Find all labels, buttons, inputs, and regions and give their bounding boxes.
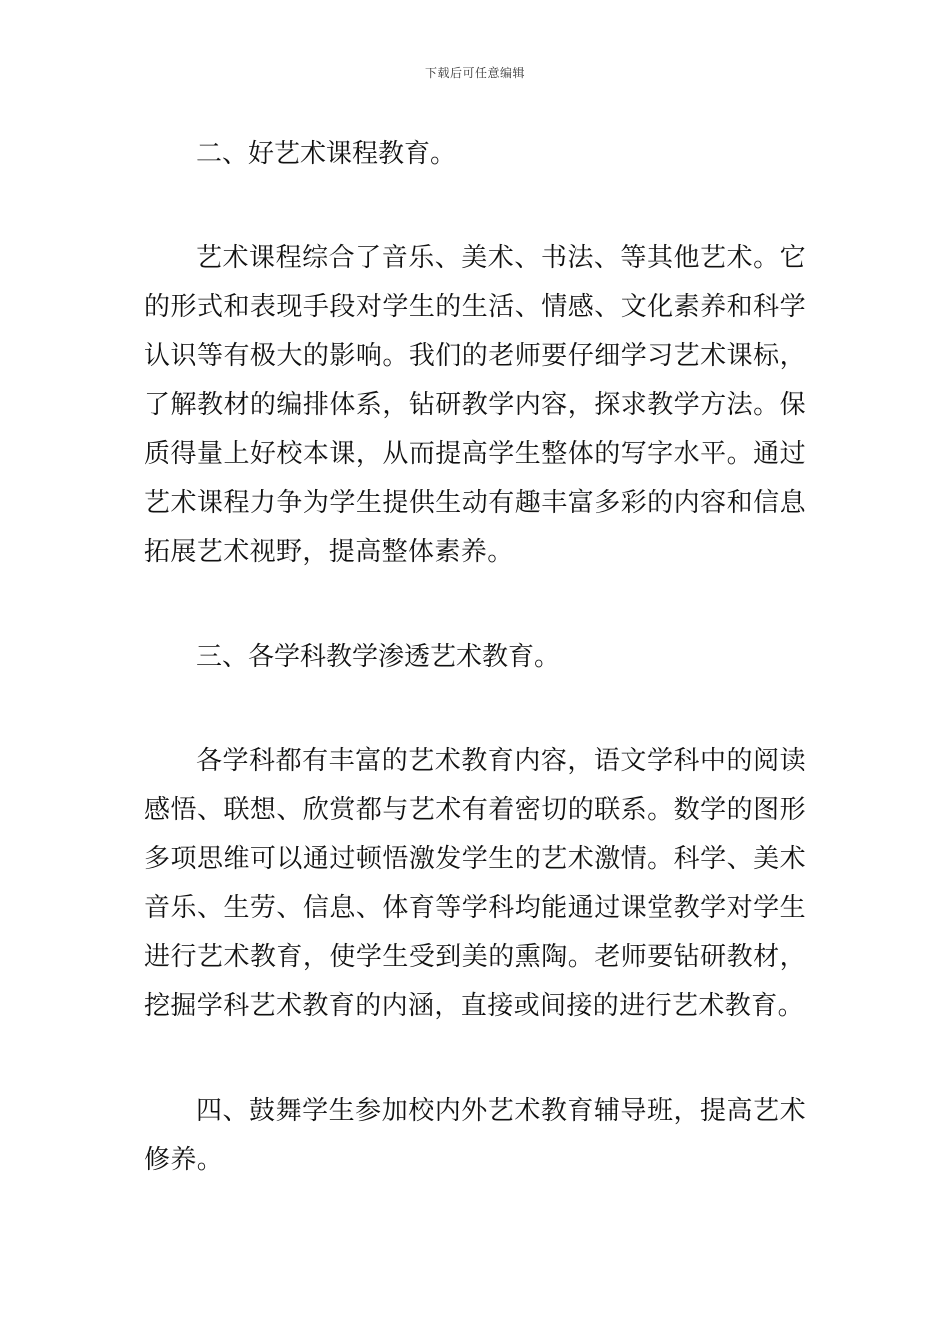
section-heading-2: 二、好艺术课程教育。 [196,139,457,169]
section-heading-3: 三、各学科教学渗透艺术教育。 [196,642,561,672]
spacer [144,577,806,633]
section-paragraph-3: 各学科都有丰富的艺术教育内容，语文学科中的阅读感悟、联想、欣赏都与艺术有着密切的联系。数学的图形多项思维可以通过顿悟激发学生的艺术激情。科学、美术音乐、生劳、信息、体育等学科均能通过课堂教学对学生进行艺术教育，使学生受到美的熏陶。老师要钻研教材，挖掘学科艺术教育的内涵，直接或间接的进行艺术教育。 [144,746,806,1021]
section-heading-4: 四、鼓舞学生参加校内外艺术教育辅导班，提高艺术修养。 [144,1096,806,1175]
document-body [144,130,806,1185]
header-note: 下载后可任意编辑 [424,66,525,80]
spacer [144,1031,806,1087]
spacer [144,681,806,737]
spacer [144,178,806,234]
section-paragraph-2: 艺术课程综合了音乐、美术、书法、等其他艺术。它的形式和表现手段对学生的生活、情感、文化素养和科学认识等有极大的影响。我们的老师要仔细学习艺术课标，了解教材的编排体系，钻研教学内容，探求教学方法。保质得量上好校本课，从而提高学生整体的写字水平。通过艺术课程力争为学生提供生动有趣丰富多彩的内容和信息拓展艺术视野，提高整体素养。 [144,243,806,567]
